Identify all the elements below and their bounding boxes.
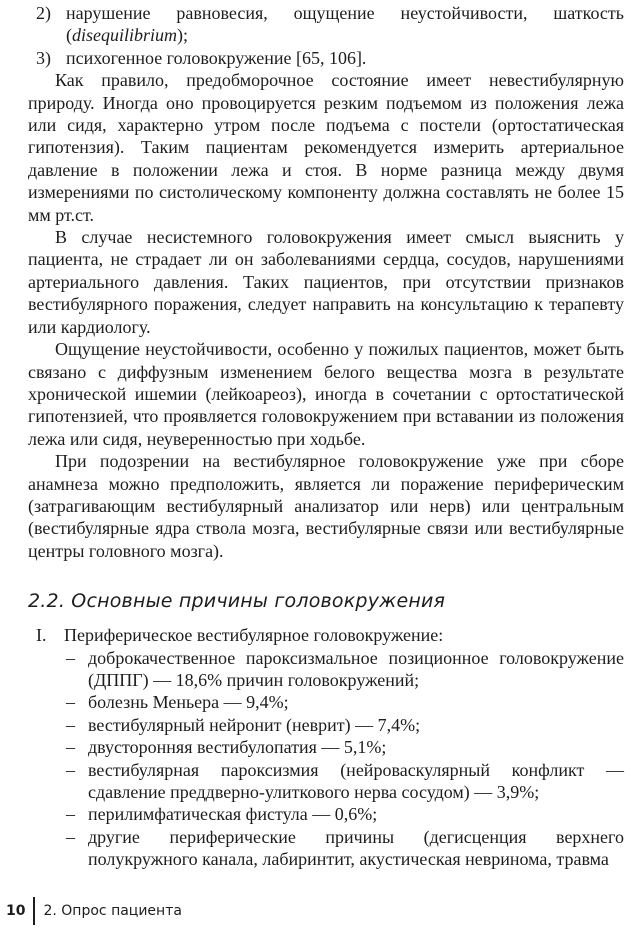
page-body (28, 0, 624, 871)
footer-divider (33, 897, 35, 925)
dash-list-item (66, 736, 624, 758)
dash-list-item (66, 714, 624, 736)
section-heading: 2.2. Основные причины головокружения (28, 590, 446, 613)
paragraph: Ощущение неустойчивости, особенно у пожилых пациентов, может быть связано с диффузным изменением белого вещества мозга в результате хронической ишемии (лейкоареоз), иногда в сочетании с ортостатической гипотензией, что проявляется головокружением при вставании из положения лежа или сидя, неуверенностью при ходьбе. (28, 339, 624, 449)
list-item-label: 3) (36, 47, 51, 68)
dash-list (28, 647, 624, 871)
latin-term: disequilibrium (72, 25, 178, 46)
chapter-title: 2. Опрос пациента (43, 903, 182, 919)
list-item (28, 47, 624, 69)
list-item-label: 2) (36, 3, 51, 23)
page-footer (6, 899, 182, 923)
dash-list-item (66, 826, 624, 871)
dash-bullet: – (66, 804, 75, 825)
dash-list-item (66, 691, 624, 713)
dash-item-text: вестибулярная пароксизмия (нейроваскулярный конфликт — сдавление преддверно-улиткового нерва сосудом) — 3,9%; (88, 759, 624, 802)
dash-item-text: вестибулярный нейронит (неврит) — 7,4%; (88, 714, 421, 735)
dash-item-text: болезнь Меньера — 9,4%; (88, 692, 289, 713)
list-item-text: психогенное головокружение [65, 106]. (66, 47, 367, 68)
dash-list-item (66, 759, 624, 804)
list-item-text: нарушение равновесия, ощущение неустойчивости, шаткость (disequilibrium); (66, 3, 624, 46)
dash-item-text: двусторонняя вестибулопатия — 5,1%; (88, 737, 387, 758)
paragraph: В случае несистемного головокружения имеет смысл выяснить у пациента, не страдает ли он заболеваниями сердца, сосудов, нарушениями артериального давления. Таких пациентов, при отсутствии признаков вестибулярного поражения, следует направить на консультацию к терапевту или кардиологу. (28, 227, 624, 337)
dash-item-text: перилимфатическая фистула — 0,6%; (88, 804, 378, 825)
roman-list-item (36, 624, 624, 646)
dash-bullet: – (66, 759, 75, 780)
dash-bullet: – (66, 737, 75, 758)
dash-bullet: – (66, 692, 75, 713)
dash-item-text: другие периферические причины (дегисценция верхнего полукружного канала, лабиринтит, акустическая невринома, травма (88, 826, 624, 870)
page-number: 10 (6, 903, 26, 919)
roman-text: Периферическое вестибулярное головокружение: (64, 625, 444, 646)
paragraph: При подозрении на вестибулярное головокружение уже при сборе анамнеза можно предположить, является ли поражение периферическим (затрагивающим вестибулярный анализатор или нерв) или центральным (вестибулярные ядра ствола мозга, вестибулярные связи или вестибулярные центры головного мозга). (28, 451, 624, 561)
dash-bullet: – (66, 714, 75, 735)
dash-list-item (66, 647, 624, 692)
list-item (28, 2, 624, 47)
dash-bullet: – (66, 826, 75, 847)
dash-item-text: доброкачественное пароксизмальное позиционное головокружение (ДППГ) — 18,6% причин головокружений; (88, 647, 624, 690)
paragraph: Как правило, предобморочное состояние имеет невестибулярную природу. Иногда оно провоцируется резким подъемом из положения лежа или сидя, характерно утром после подъема с постели (ортостатическая гипотензия). Таким пациентам рекомендуется измерить артериальное давление в положении лежа и стоя. В норме разница между двумя измерениями по систолическому компоненту должна составлять не более 15 мм рт.ст. (28, 70, 624, 225)
roman-label: I. (36, 625, 47, 646)
dash-bullet: – (66, 647, 75, 668)
dash-list-item (66, 803, 624, 825)
